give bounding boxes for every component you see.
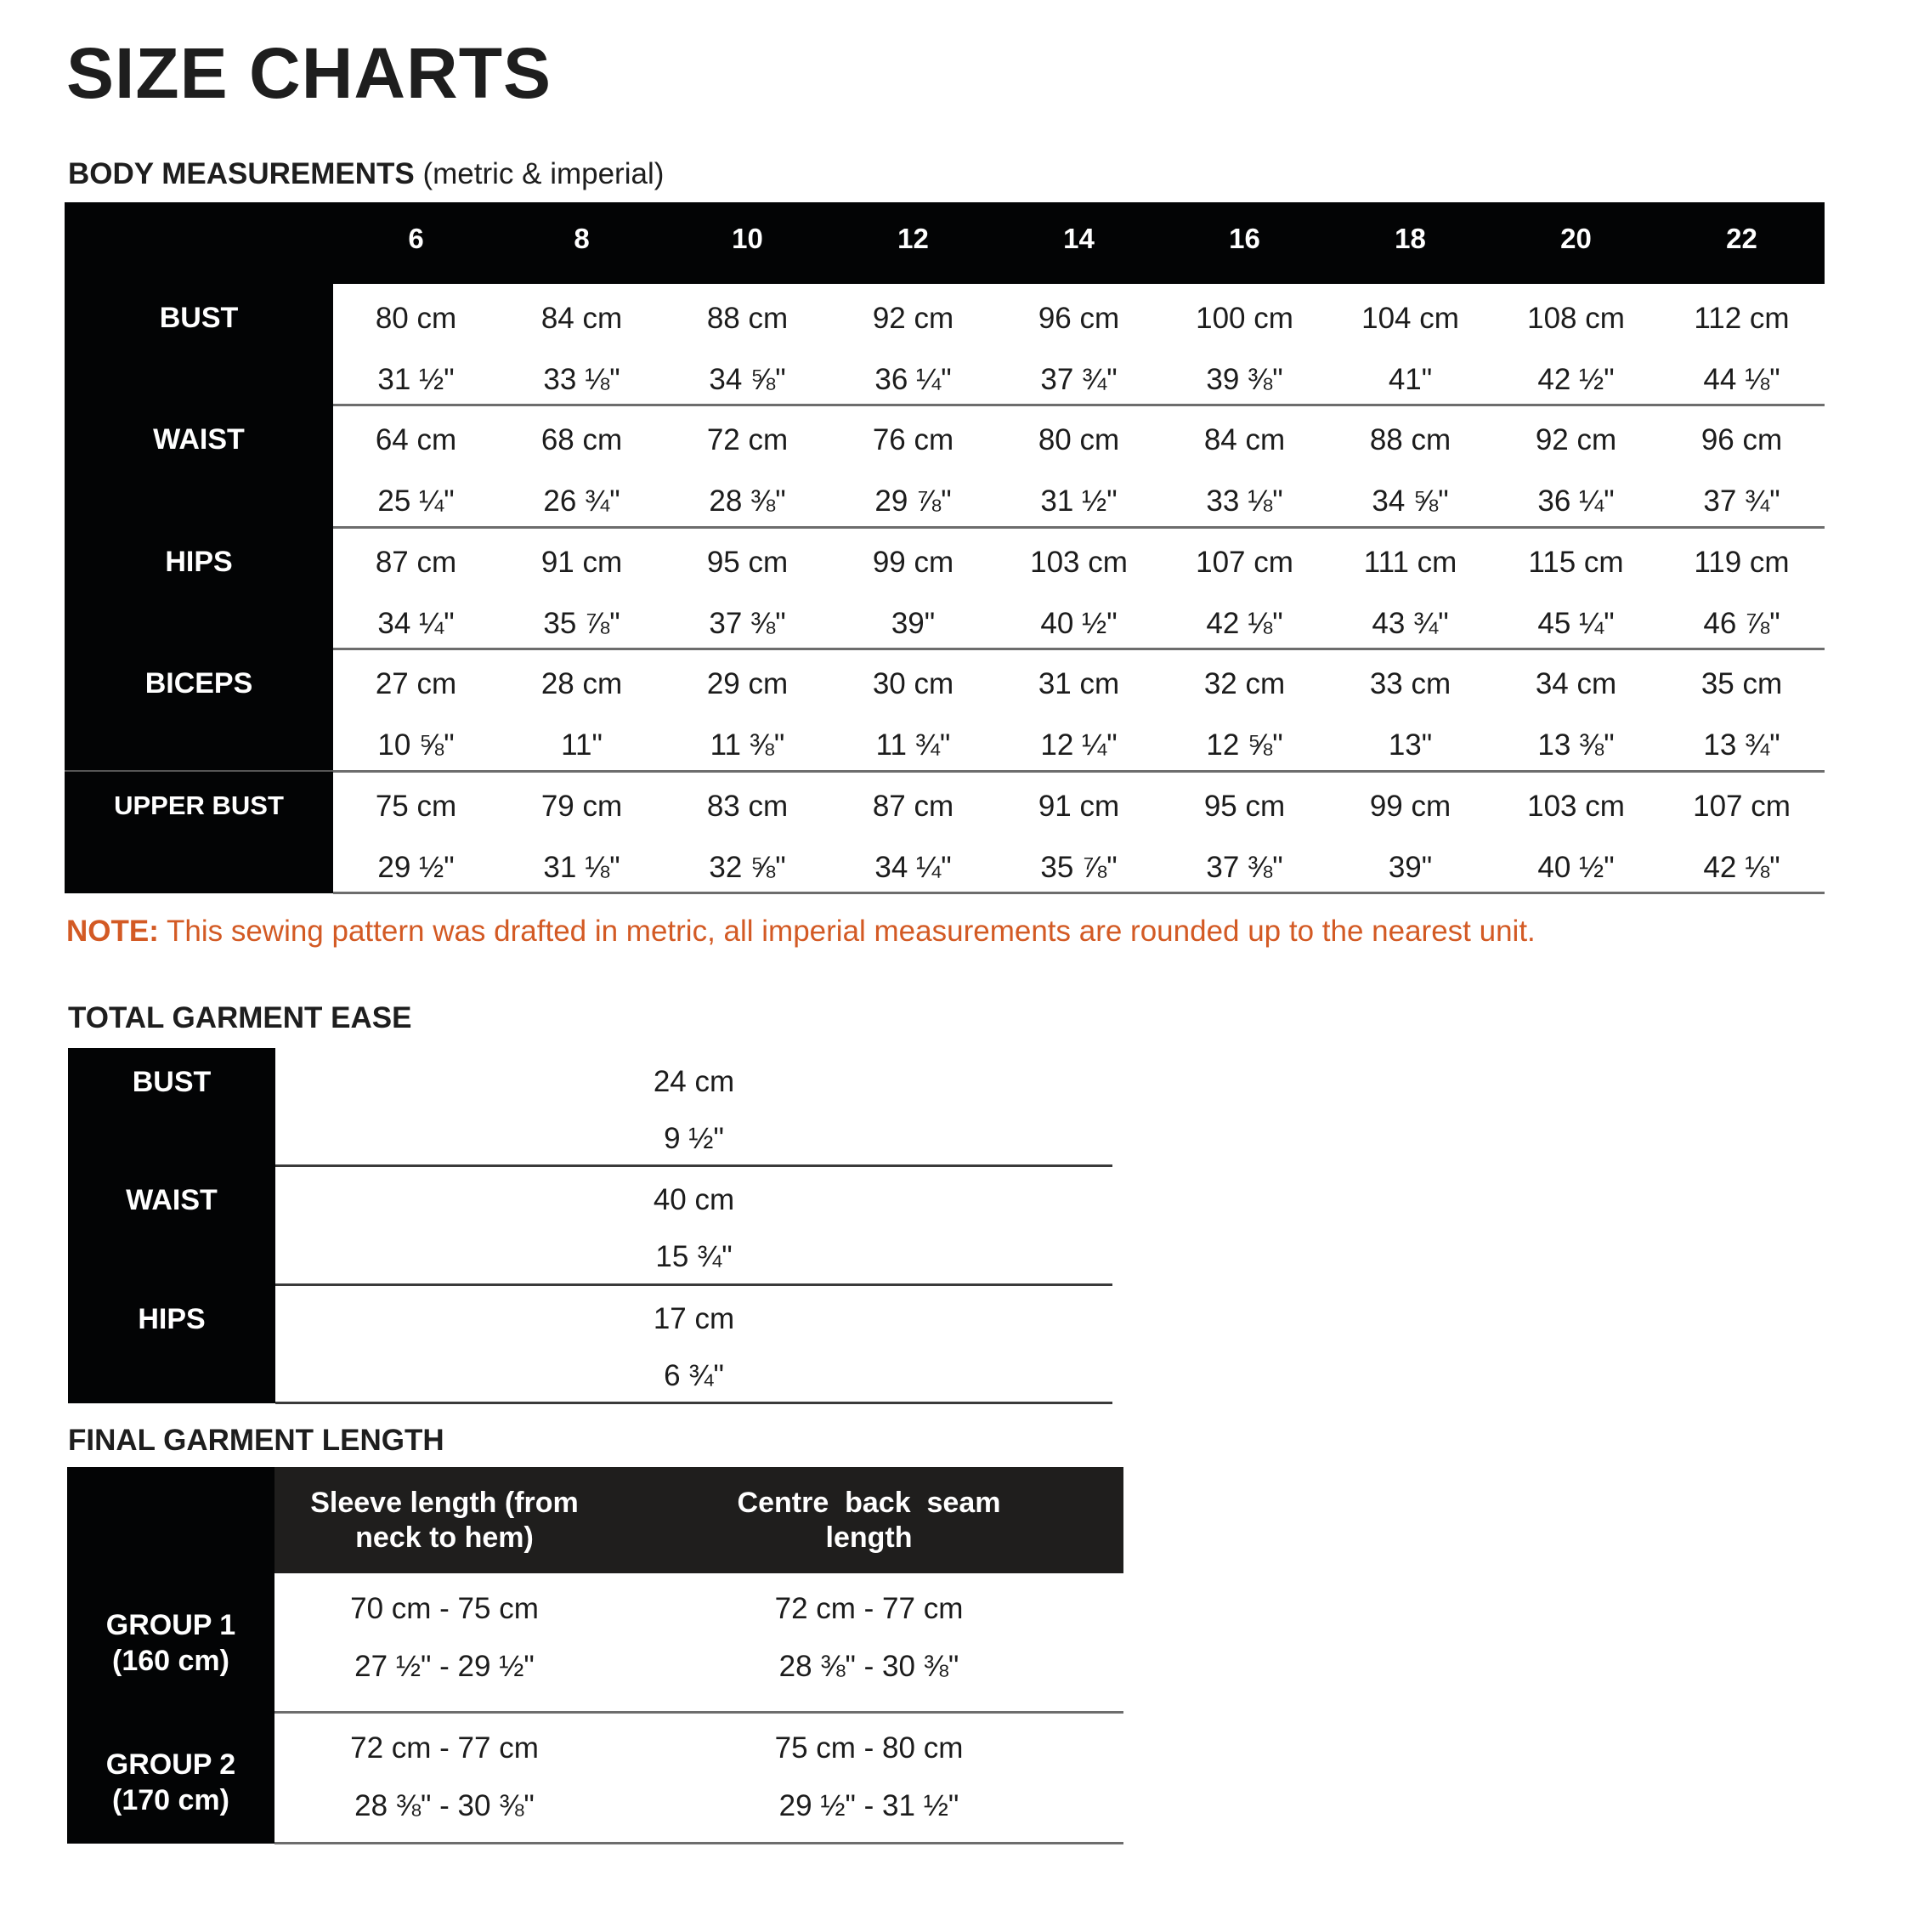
metric-value: 92 cm — [1535, 423, 1617, 457]
measurement-label: HIPS — [165, 545, 233, 578]
metric-value: 119 cm — [1694, 545, 1790, 579]
metric-value: 80 cm — [1038, 423, 1120, 457]
metric-value: 111 cm — [1363, 545, 1457, 579]
metric-value: 75 cm — [375, 789, 457, 823]
imperial-value: 25 ¼" — [377, 484, 455, 518]
imperial-value: 37 ⅜" — [709, 606, 786, 640]
group-label-line2: (170 cm) — [112, 1784, 229, 1816]
row-divider — [275, 1283, 1112, 1286]
ease-label: HIPS — [138, 1302, 206, 1335]
metric-value: 88 cm — [1369, 423, 1451, 457]
imperial-value: 34 ¼" — [874, 850, 952, 884]
length-imperial: 27 ½" - 29 ½" — [354, 1650, 535, 1683]
measurement-label: BUST — [159, 302, 239, 334]
body-measurements-heading — [68, 159, 664, 189]
imperial-value: 34 ⅝" — [709, 363, 786, 396]
ease-imperial: 9 ½" — [664, 1122, 724, 1155]
metric-value: 112 cm — [1694, 302, 1790, 335]
length-metric: 72 cm - 77 cm — [774, 1592, 964, 1625]
row-divider — [275, 1402, 1112, 1404]
page-title: SIZE CHARTS — [66, 33, 552, 113]
metric-value: 104 cm — [1361, 302, 1459, 335]
metric-value: 96 cm — [1700, 423, 1783, 457]
metric-value: 83 cm — [706, 789, 789, 823]
imperial-value: 31 ½" — [1040, 484, 1118, 518]
note-label: NOTE: — [66, 915, 159, 948]
imperial-value: 34 ¼" — [377, 606, 455, 640]
ease-imperial: 15 ¾" — [655, 1240, 733, 1274]
metric-value: 64 cm — [375, 423, 457, 457]
metric-value: 115 cm — [1528, 545, 1624, 579]
row-divider — [333, 526, 1825, 529]
size-column-header: 8 — [574, 223, 590, 254]
ease-metric: 17 cm — [653, 1301, 735, 1335]
metric-value: 91 cm — [1038, 789, 1120, 823]
metric-value: 34 cm — [1535, 667, 1617, 701]
imperial-value: 39" — [1388, 850, 1433, 884]
imperial-value: 37 ¾" — [1703, 484, 1780, 518]
metric-value: 91 cm — [540, 545, 623, 579]
imperial-value: 11 ⅜" — [710, 728, 785, 762]
garment-ease-table — [68, 1048, 1112, 1403]
metric-value: 87 cm — [375, 545, 457, 579]
imperial-value: 39 ⅜" — [1206, 363, 1283, 396]
row-divider — [275, 1164, 1112, 1167]
imperial-value: 13 ⅜" — [1537, 728, 1615, 762]
imperial-value: 12 ¼" — [1040, 728, 1118, 762]
imperial-value: 35 ⅞" — [543, 606, 620, 640]
imperial-value: 11" — [561, 728, 603, 762]
imperial-value: 35 ⅞" — [1040, 850, 1118, 884]
metric-value: 100 cm — [1196, 302, 1293, 335]
metric-value: 68 cm — [540, 423, 623, 457]
metric-value: 30 cm — [872, 667, 954, 701]
measurement-label: UPPER BUST — [114, 790, 284, 820]
imperial-value: 37 ⅜" — [1206, 850, 1283, 884]
metric-value: 88 cm — [706, 302, 789, 335]
imperial-value: 40 ½" — [1537, 850, 1615, 884]
imperial-value: 11 ¾" — [875, 728, 951, 762]
group-label-line1: GROUP 2 — [105, 1748, 236, 1781]
metric-value: 35 cm — [1700, 667, 1783, 701]
imperial-value: 37 ¾" — [1040, 363, 1118, 396]
imperial-value: 42 ½" — [1537, 363, 1615, 396]
length-imperial: 28 ⅜" - 30 ⅜" — [354, 1789, 535, 1822]
metric-value: 84 cm — [540, 302, 623, 335]
imperial-value: 46 ⅞" — [1703, 606, 1780, 640]
imperial-value: 34 ⅝" — [1372, 484, 1449, 518]
ease-label: BUST — [132, 1066, 212, 1098]
group-label-line2: (160 cm) — [112, 1645, 229, 1677]
measurement-label: WAIST — [153, 423, 245, 456]
length-column-header-line2: neck to hem) — [355, 1521, 534, 1554]
metric-value: 80 cm — [375, 302, 457, 335]
metric-value: 76 cm — [872, 423, 954, 457]
ease-label-column — [68, 1048, 275, 1403]
metric-value: 107 cm — [1196, 545, 1293, 579]
imperial-value: 41" — [1388, 363, 1433, 396]
imperial-value: 42 ⅛" — [1703, 850, 1780, 884]
imperial-value: 29 ⅞" — [874, 484, 952, 518]
imperial-value: 45 ¼" — [1537, 606, 1615, 640]
metric-value: 31 cm — [1038, 667, 1120, 701]
size-column-header: 18 — [1395, 223, 1426, 254]
metric-value: 103 cm — [1030, 545, 1128, 579]
ease-label: WAIST — [126, 1184, 218, 1217]
metric-value: 29 cm — [706, 667, 789, 701]
row-divider — [333, 770, 1825, 773]
row-divider — [333, 892, 1825, 894]
row-divider — [333, 404, 1825, 406]
group-label-line1: GROUP 1 — [105, 1609, 236, 1641]
metric-value: 99 cm — [872, 545, 954, 579]
length-column-header-line1: Centre back seam — [737, 1487, 1001, 1519]
imperial-value: 10 ⅝" — [377, 728, 455, 762]
metric-value: 92 cm — [872, 302, 954, 335]
metric-value: 32 cm — [1203, 667, 1286, 701]
metric-value: 87 cm — [872, 789, 954, 823]
imperial-value: 12 ⅝" — [1206, 728, 1283, 762]
size-column-header: 22 — [1726, 223, 1757, 254]
length-imperial: 29 ½" - 31 ½" — [778, 1789, 959, 1822]
row-divider — [274, 1842, 1123, 1844]
imperial-value: 31 ⅛" — [543, 850, 620, 884]
imperial-value: 32 ⅝" — [709, 850, 786, 884]
imperial-value: 28 ⅜" — [709, 484, 786, 518]
metric-value: 84 cm — [1203, 423, 1286, 457]
imperial-value: 39" — [891, 606, 936, 640]
measurement-label: BICEPS — [144, 667, 253, 700]
garment-length-table — [67, 1467, 1123, 1844]
imperial-value: 26 ¾" — [543, 484, 620, 518]
metric-value: 79 cm — [540, 789, 623, 823]
size-column-header: 14 — [1063, 223, 1095, 254]
imperial-value: 31 ½" — [377, 363, 455, 396]
length-metric: 72 cm - 77 cm — [350, 1731, 539, 1765]
imperial-value: 43 ¾" — [1372, 606, 1449, 640]
row-divider — [333, 648, 1825, 650]
garment-ease-heading: TOTAL GARMENT EASE — [68, 1001, 412, 1034]
imperial-value: 44 ⅛" — [1703, 363, 1780, 396]
metric-value: 72 cm — [706, 423, 789, 457]
imperial-value: 33 ⅛" — [1206, 484, 1283, 518]
metric-value: 99 cm — [1369, 789, 1451, 823]
metric-value: 96 cm — [1038, 302, 1120, 335]
ease-metric: 40 cm — [653, 1183, 735, 1217]
metric-note — [66, 915, 1536, 949]
imperial-value: 40 ½" — [1040, 606, 1118, 640]
body-measurements-heading-main: BODY MEASUREMENTS — [68, 157, 415, 190]
length-column-header-line2: length — [825, 1521, 913, 1554]
size-column-header: 12 — [897, 223, 929, 254]
size-column-header: 6 — [408, 223, 424, 254]
metric-value: 95 cm — [1203, 789, 1286, 823]
imperial-value: 29 ½" — [377, 850, 455, 884]
body-measurements-table — [65, 202, 1825, 893]
imperial-value: 13 ¾" — [1703, 728, 1780, 762]
size-column-header: 20 — [1560, 223, 1592, 254]
length-column-header-line1: Sleeve length (from — [310, 1487, 579, 1519]
row-divider — [274, 1711, 1123, 1714]
metric-value: 107 cm — [1693, 789, 1791, 823]
length-imperial: 28 ⅜" - 30 ⅜" — [778, 1650, 959, 1683]
metric-value: 95 cm — [706, 545, 789, 579]
length-metric: 70 cm - 75 cm — [350, 1592, 539, 1625]
imperial-value: 42 ⅛" — [1206, 606, 1283, 640]
label-divider — [65, 770, 333, 772]
metric-value: 27 cm — [375, 667, 457, 701]
ease-metric: 24 cm — [653, 1065, 735, 1098]
metric-value: 108 cm — [1527, 302, 1625, 335]
size-column-header: 10 — [732, 223, 763, 254]
ease-imperial: 6 ¾" — [664, 1358, 724, 1392]
metric-value: 103 cm — [1527, 789, 1625, 823]
imperial-value: 36 ¼" — [874, 363, 952, 396]
imperial-value: 33 ⅛" — [543, 363, 620, 396]
garment-length-heading: FINAL GARMENT LENGTH — [68, 1424, 444, 1457]
body-measurements-heading-sub: (metric & imperial) — [422, 157, 665, 190]
imperial-value: 36 ¼" — [1537, 484, 1615, 518]
metric-value: 33 cm — [1369, 667, 1451, 701]
metric-value: 28 cm — [540, 667, 623, 701]
imperial-value: 13" — [1388, 728, 1433, 762]
size-column-header: 16 — [1229, 223, 1260, 254]
note-text: This sewing pattern was drafted in metric, all imperial measurements are rounded up to the nearest unit. — [158, 915, 1536, 948]
length-metric: 75 cm - 80 cm — [774, 1731, 964, 1765]
